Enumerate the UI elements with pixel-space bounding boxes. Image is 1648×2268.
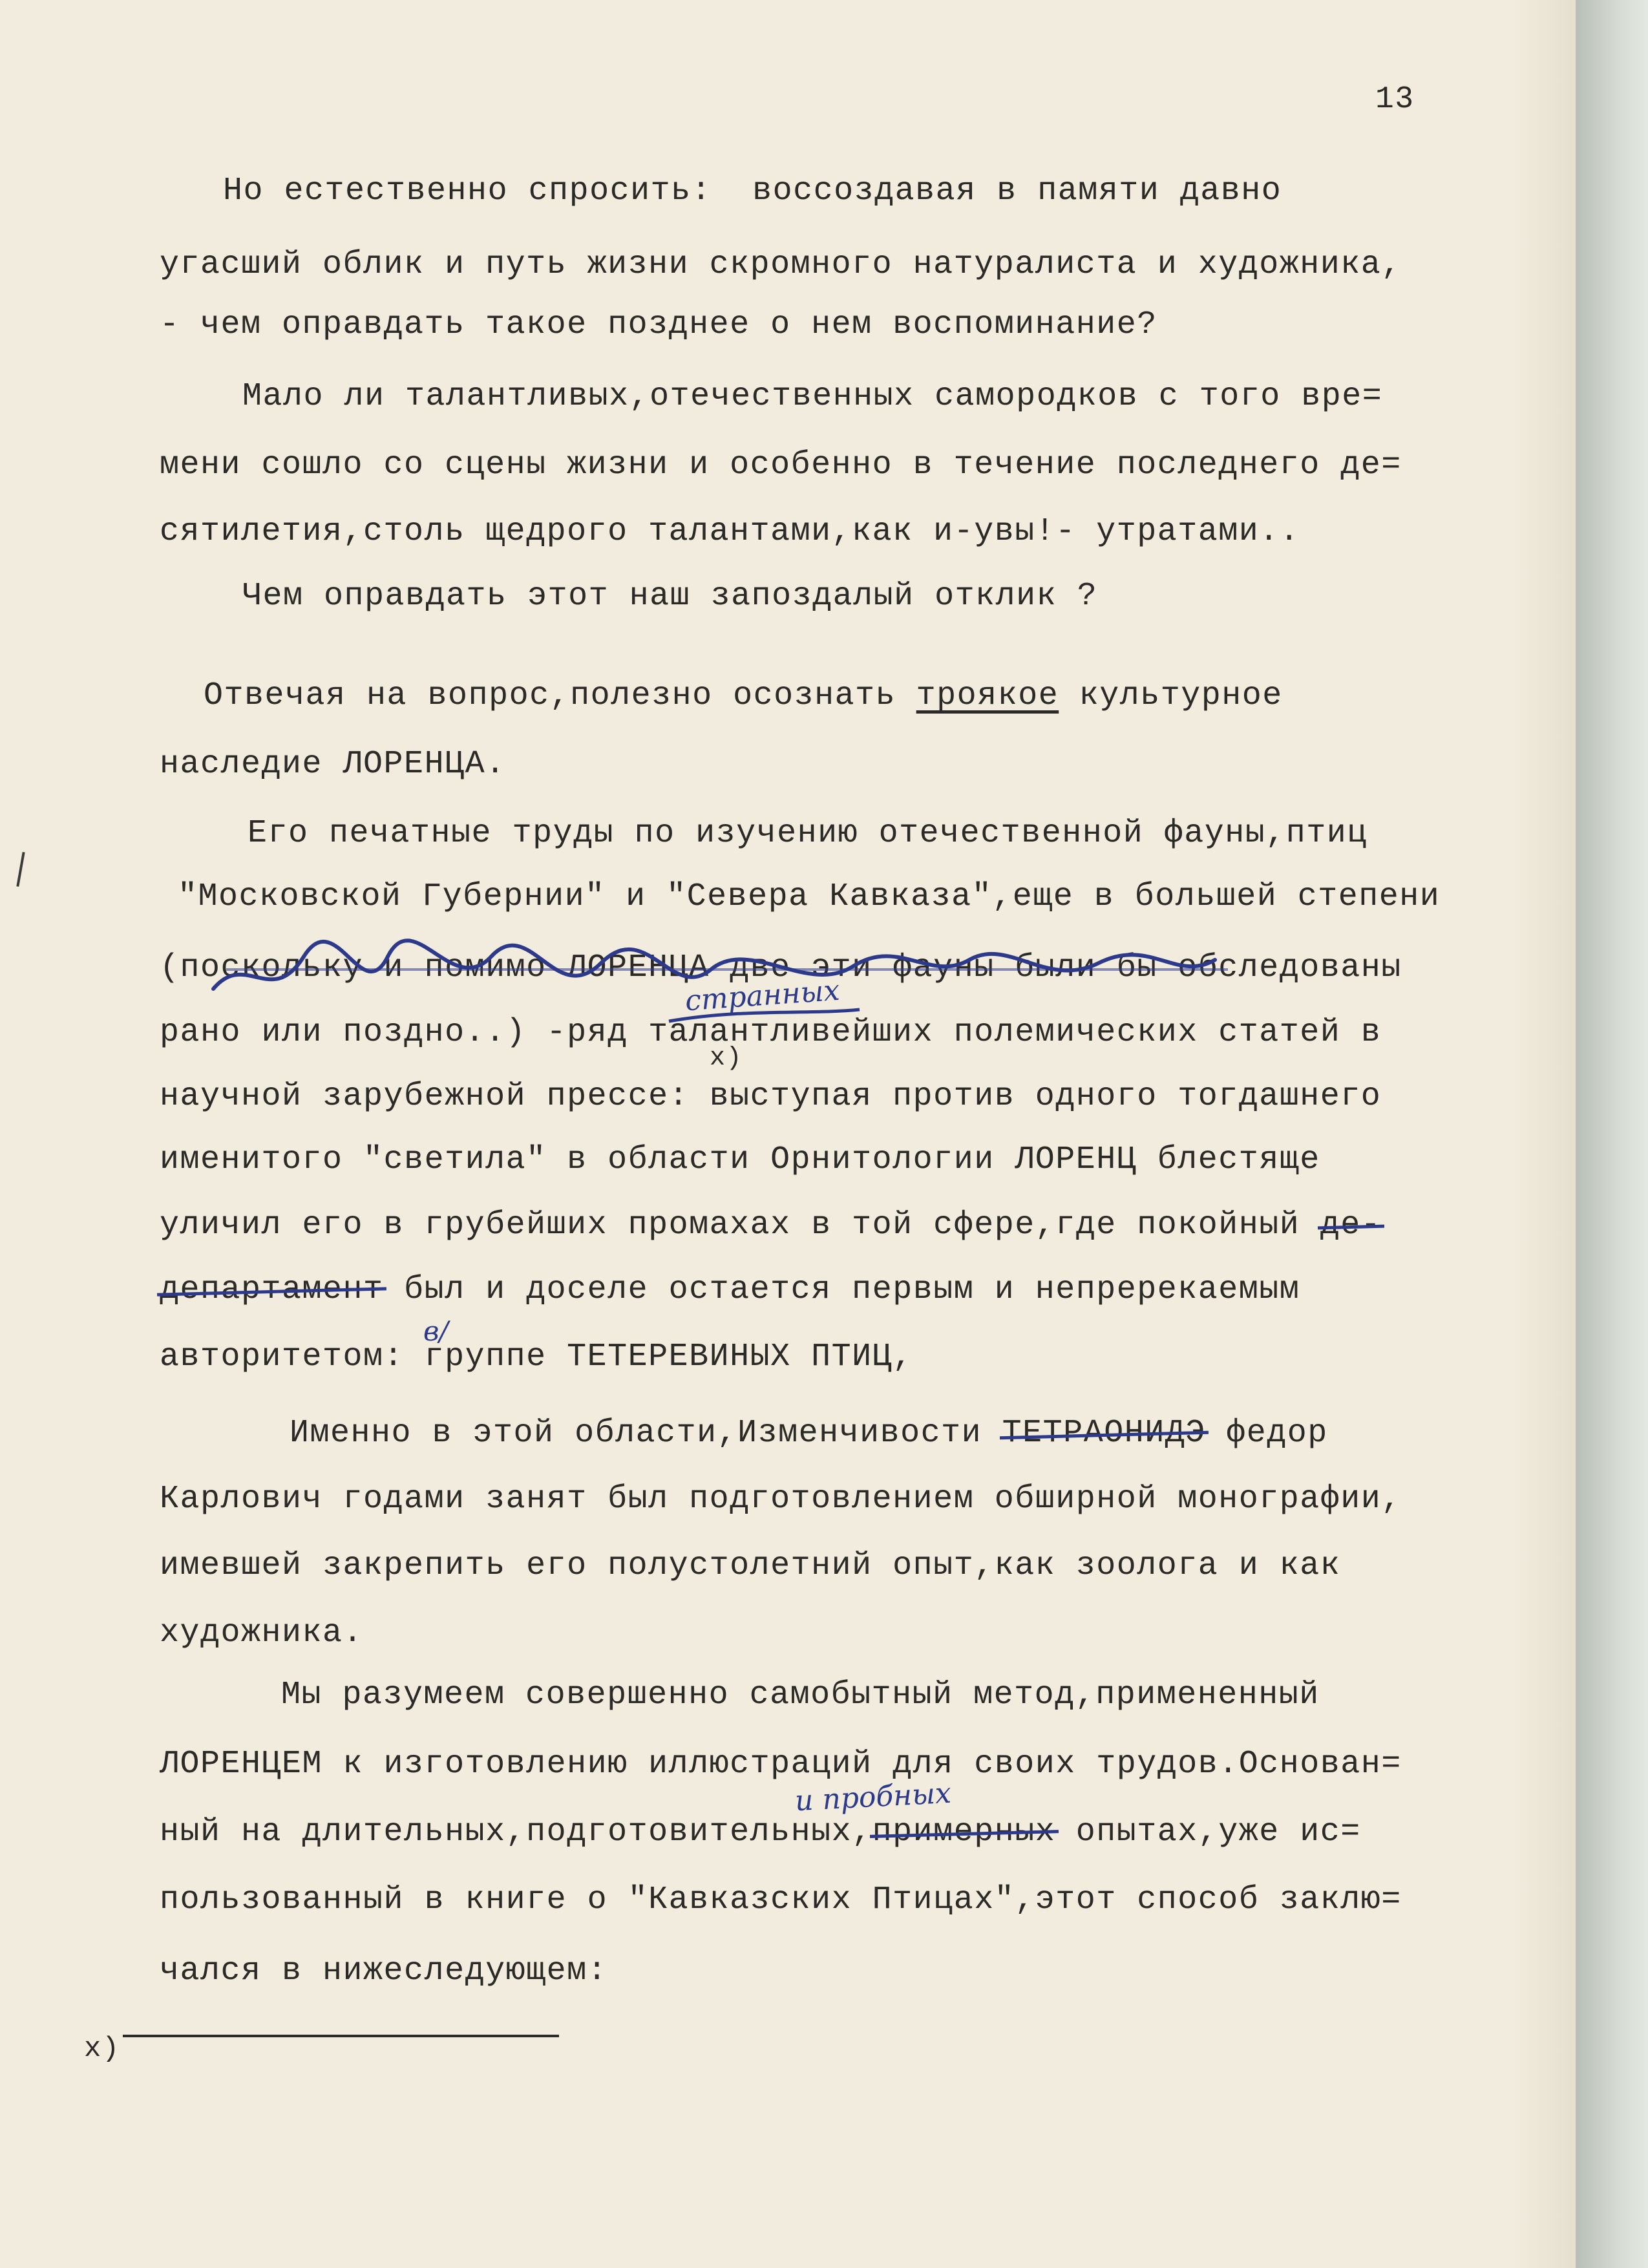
text-line: Карлович годами занят был подготовлением обширной монографии, [160, 1481, 1402, 1518]
text-line: "Московской Губернии" и "Севера Кавказа",еще в большей степени [178, 878, 1441, 915]
text-line: Чем оправдать этот наш запоздалый отклик ? [242, 578, 1098, 615]
struck-word: ТЕТРАОНИДЭ [1002, 1415, 1206, 1452]
text-line: Но естественно спросить: воссоздавая в памяти давно [223, 173, 1282, 209]
text-segment: был и доселе остается первым и непререкаемым [404, 1271, 1300, 1308]
text-line: Мы разумеем совершенно самобытный метод,примененный [281, 1677, 1320, 1713]
text-line: авторитетом: группе ТЕТЕРЕВИНЫХ ПТИЦ, [160, 1339, 913, 1375]
text-line: ный на длительных,подготовительных,примерных опытах,уже ис= [160, 1814, 1361, 1850]
text-segment: культурное [1059, 677, 1283, 714]
text-line: наследие ЛОРЕНЦА. [160, 746, 506, 783]
ink-scribble [213, 940, 1215, 989]
text-segment: Отвечая на вопрос,полезно осознать [204, 677, 916, 714]
handwritten-insert: странных [684, 973, 841, 1018]
text-line: художника. [160, 1615, 364, 1651]
text-line: мени сошло со сцены жизни и особенно в течение последнего де= [160, 447, 1402, 483]
text-line: ЛОРЕНЦЕМ к изготовлению иллюстраций для своих трудов.Основан= [160, 1746, 1402, 1783]
text-line: именитого "светила" в области Орнитологии ЛОРЕНЦ блестяще [160, 1141, 1320, 1178]
handwritten-insert: в/ [423, 1315, 449, 1347]
struck-word: де- [1320, 1207, 1382, 1244]
footnote-label: x) [84, 2033, 120, 2065]
underlined-word: троякое [916, 677, 1059, 714]
text-line: Мало ли талантливых,отечественных самородков с того вре= [242, 378, 1383, 415]
text-line: угасший облик и путь жизни скромного натуралиста и художника, [160, 246, 1402, 283]
text-line: чался в нижеследующем: [160, 1953, 608, 1989]
text-line: - чем оправдать такое позднее о нем воспоминание? [160, 306, 1157, 343]
text-line: (поскольку и помимо ЛОРЕНЦА две эти фауны были бы обследованы [160, 949, 1402, 986]
footnote-marker: x) [710, 1044, 743, 1073]
ink-scribble [669, 1010, 860, 1021]
text-line: рано или поздно..) -ряд талантливейших полемических статей в [160, 1014, 1382, 1051]
text-line: имевшей закрепить его полустолетний опыт,как зоолога и как [160, 1547, 1341, 1584]
page-number: 13 [1375, 82, 1415, 117]
text-line: научной зарубежной прессе: выступая против одного тогдашнего [160, 1078, 1382, 1115]
struck-word: департамент [160, 1271, 384, 1308]
text-segment: уличил его в грубейших промахах в той сфере,где покойный [160, 1207, 1300, 1244]
text-line: пользованный в книге о "Кавказских Птицах",этот способ заклю= [160, 1881, 1402, 1918]
text-line: сятилетия,столь щедрого талантами,как и-увы!- утратами.. [160, 513, 1300, 550]
text-line: Именно в этой области,Изменчивости ТЕТРАОНИДЭ федор [290, 1415, 1328, 1452]
text-line: Его печатные труды по изучению отечественной фауны,птиц [248, 815, 1368, 852]
struck-word: примерных [872, 1814, 1056, 1850]
handwritten-insert: и пробных [794, 1776, 952, 1818]
background-edge [1576, 0, 1648, 2268]
